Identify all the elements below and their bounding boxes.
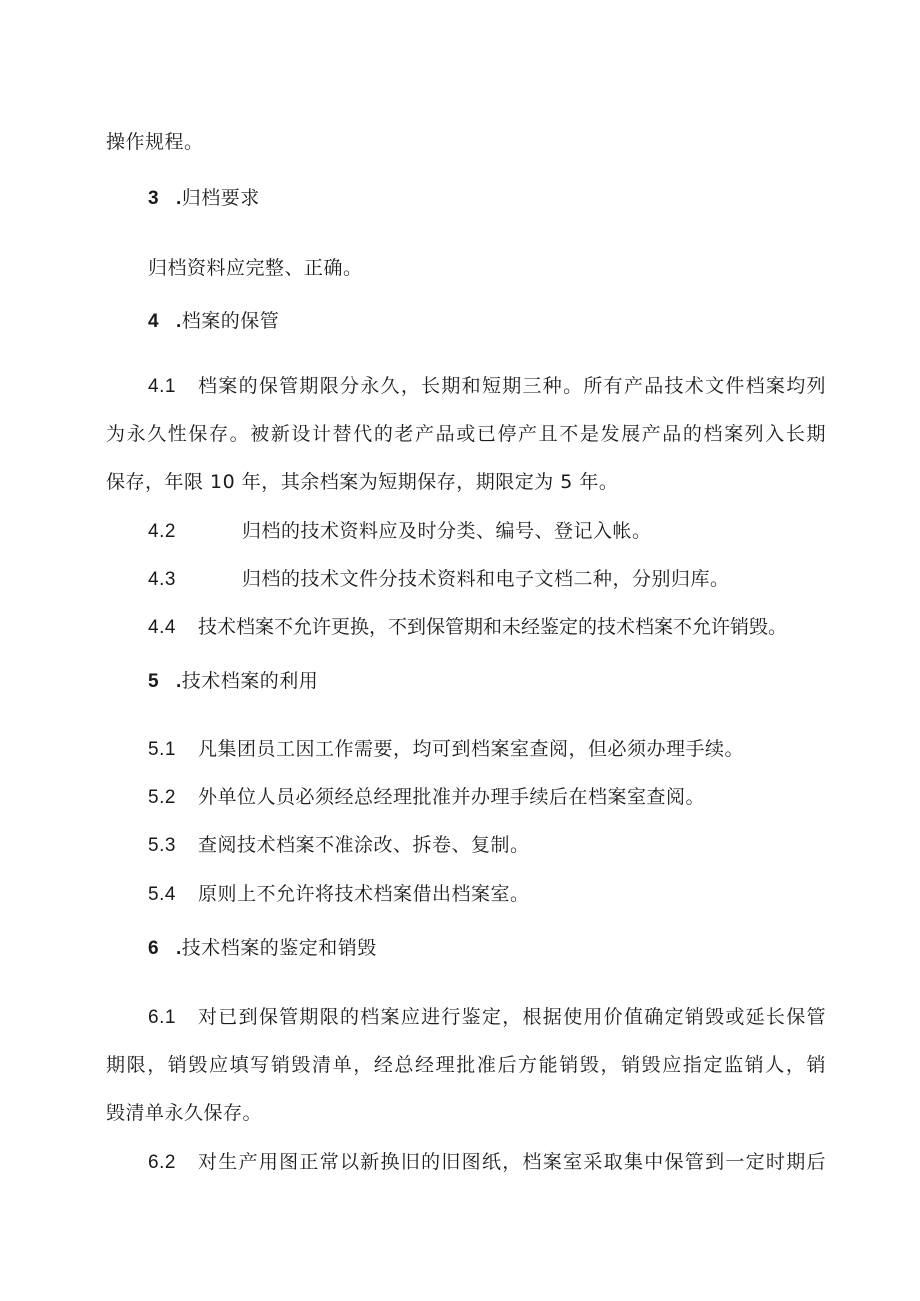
clause-number: 6.1 — [148, 1007, 176, 1028]
clause-6-1-line-2: 期限，销毁应填写销毁清单，经总经理批准后方能销毁，销毁应指定监销人，销 — [106, 1054, 826, 1076]
clause-6-1-line-3: 毁清单永久保存。 — [106, 1102, 263, 1124]
clause-4-1-line-1: 档案的保管期限分永久，长期和短期三种。所有产品技术文件档案均列 — [198, 375, 826, 397]
section-dot: . — [176, 671, 182, 692]
clause-6-1-number — [148, 1005, 176, 1030]
clause-4-3-text: 归档的技术文件分技术资料和电子文档二种，分别归库。 — [242, 568, 730, 590]
section-title: 档案的保管 — [181, 310, 280, 332]
clause-number: 6.2 — [148, 1152, 176, 1173]
section-dot: . — [176, 188, 182, 209]
section-title: 技术档案的鉴定和销毁 — [181, 937, 377, 959]
clause-number: 4.2 — [148, 521, 176, 542]
section-dot: . — [176, 938, 182, 959]
clause-5-1-text: 凡集团员工因工作需要，均可到档案室查阅，但必须办理手续。 — [198, 738, 745, 760]
section-heading-6 — [148, 936, 377, 961]
clause-5-4-number — [148, 882, 176, 907]
clause-4-1-number — [148, 374, 176, 399]
clause-number: 5.3 — [148, 835, 176, 856]
section-dot: . — [176, 311, 182, 332]
clause-4-3-number — [148, 567, 176, 592]
paragraph-continuation: 操作规程。 — [106, 131, 204, 153]
section-number: 6 — [148, 938, 160, 959]
clause-4-1-line-2: 为永久性保存。被新设计替代的老产品或已停产且不是发展产品的档案列入长期 — [106, 423, 826, 445]
clause-6-2-line-1: 对生产用图正常以新换旧的旧图纸，档案室采取集中保管到一定时期后 — [198, 1151, 826, 1173]
clause-5-1-number — [148, 737, 176, 762]
clause-number: 5.4 — [148, 884, 176, 905]
section-heading-3 — [148, 186, 260, 211]
paragraph: 归档资料应完整、正确。 — [148, 257, 363, 279]
section-number: 3 — [148, 188, 160, 209]
clause-4-1-line-3: 保存，年限 10 年，其余档案为短期保存，期限定为 5 年。 — [106, 471, 619, 493]
clause-5-4-text: 原则上不允许将技术档案借出档案室。 — [198, 883, 530, 905]
clause-5-3-text: 查阅技术档案不准涂改、拆卷、复制。 — [198, 834, 530, 856]
clause-number: 4.3 — [148, 569, 176, 590]
section-title: 归档要求 — [181, 187, 260, 209]
clause-5-2-text: 外单位人员必须经总经理批准并办理手续后在档案室查阅。 — [198, 786, 706, 808]
clause-5-3-number — [148, 833, 176, 858]
clause-4-2-text: 归档的技术资料应及时分类、编号、登记入帐。 — [242, 520, 652, 542]
section-number: 5 — [148, 671, 160, 692]
clause-4-2-number — [148, 519, 176, 544]
clause-number: 4.4 — [148, 617, 176, 638]
section-number: 4 — [148, 311, 160, 332]
clause-number: 5.1 — [148, 739, 176, 760]
clause-number: 5.2 — [148, 787, 176, 808]
clause-number: 4.1 — [148, 376, 176, 397]
clause-4-4-text: 技术档案不允许更换，不到保管期和未经鉴定的技术档案不允许销毁。 — [198, 616, 788, 638]
clause-4-4-number — [148, 615, 176, 640]
clause-6-1-line-1: 对已到保管期限的档案应进行鉴定，根据使用价值确定销毁或延长保管 — [198, 1006, 826, 1028]
section-heading-4 — [148, 309, 279, 334]
section-heading-5 — [148, 669, 318, 694]
clause-5-2-number — [148, 785, 176, 810]
clause-6-2-number — [148, 1150, 176, 1175]
section-title: 技术档案的利用 — [181, 670, 319, 692]
